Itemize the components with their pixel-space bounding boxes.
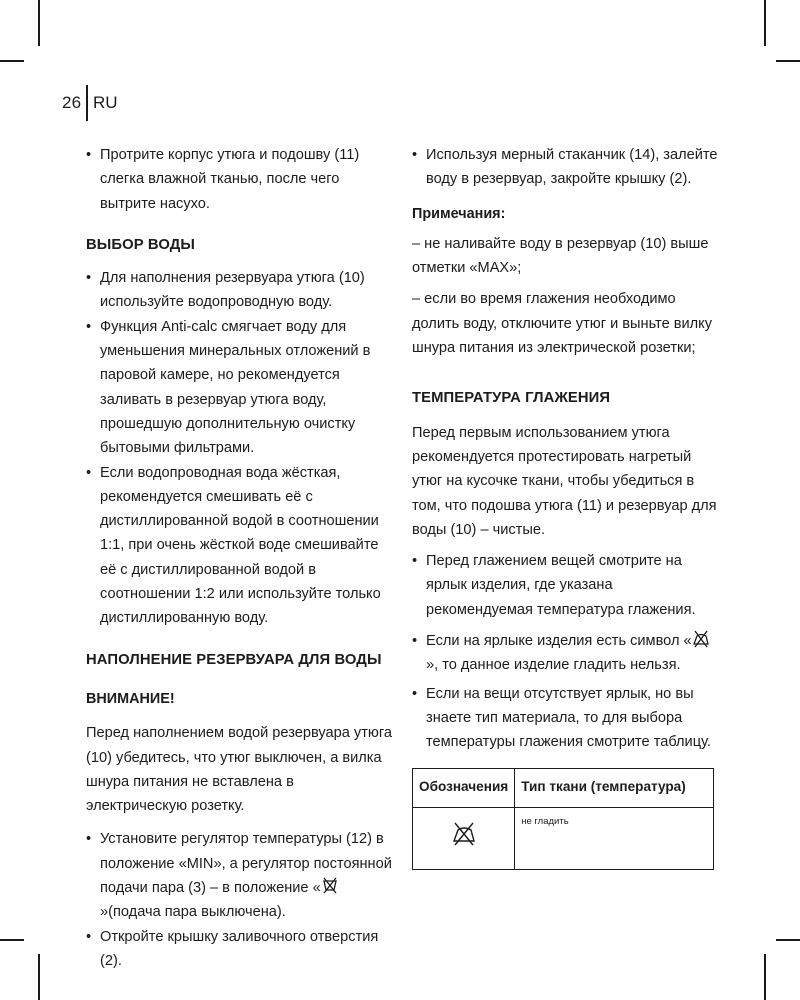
- section-heading-fill: НАПОЛНЕНИЕ РЕЗЕРВУАРА ДЛЯ ВОДЫ: [86, 651, 382, 668]
- paragraph: Перед первым использованием утюга рекомендуется протестировать нагретый утюг на кусочке ткани, чтобы убедиться в том, что подошва утюга (11) и резервуар для воды (10) – чистые.: [412, 424, 717, 538]
- crop-mark: [764, 954, 766, 1000]
- list-item-text: »(подача пара выключена).: [100, 904, 286, 921]
- page-number: 26: [62, 93, 82, 112]
- attention-heading: ВНИМАНИЕ!: [86, 690, 175, 707]
- list-item: [412, 629, 720, 678]
- table-row: [413, 807, 714, 869]
- crop-mark: [38, 954, 40, 1000]
- crop-mark: [0, 939, 24, 941]
- right-column: [412, 143, 720, 870]
- list-item: [86, 827, 392, 924]
- list-item: • Если водопроводная вода жёсткая, рекомендуется смешивать её с дистиллированной водой в соотношении 1:1, при очень жёсткой воде смешивайте её с дистиллированной водой в соотношении 1:2 или используйте только дистиллированную воду.: [86, 461, 392, 631]
- crop-mark: [38, 0, 40, 46]
- steam-off-icon: [321, 877, 339, 895]
- do-not-iron-icon: [451, 821, 477, 847]
- notes-title: Примечания:: [412, 205, 506, 222]
- crop-mark: [764, 0, 766, 46]
- table-header-row: [413, 768, 714, 807]
- paragraph: Перед наполнением водой резервуара утюга (10) убедитесь, что утюг выключен, а вилка шнура питания не вставлена в электрическую розетку.: [86, 725, 392, 815]
- ironing-table: [412, 768, 714, 870]
- note: – если во время глажения необходимо долить воду, отключите утюг и выньте вилку шнура питания из электрической розетки;: [412, 291, 713, 357]
- crop-mark: [0, 60, 24, 62]
- do-not-iron-icon: [692, 630, 710, 648]
- header-divider: [86, 85, 88, 121]
- section-heading-water: ВЫБОР ВОДЫ: [86, 236, 195, 253]
- list-item: • Для наполнения резервуара утюга (10) используйте водопроводную воду.: [86, 266, 392, 315]
- list-item: • Используя мерный стаканчик (14), залейте воду в резервуар, закройте крышку (2).: [412, 143, 720, 192]
- section-heading-temperature: ТЕМПЕРАТУРА ГЛАЖЕНИЯ: [412, 390, 611, 407]
- list-item-text: », то данное изделие гладить нельзя.: [426, 657, 681, 674]
- crop-mark: [776, 60, 800, 62]
- list-item: • Протрите корпус утюга и подошву (11) слегка влажной тканью, после чего вытрите насухо.: [86, 143, 392, 216]
- table-cell-description: не гладить: [515, 807, 714, 869]
- list-item-text: Установите регулятор температуры (12) в положение «MIN», а регулятор постоянной подачи пара (3) – в положение «: [100, 831, 392, 897]
- table-header: Тип ткани (температура): [515, 768, 714, 807]
- table-cell-symbol: [413, 807, 515, 869]
- list-item: • Функция Anti-calc смягчает воду для уменьшения минеральных отложений в паровой камере, но рекомендуется заливать в резервуар утюга воду, прошедшую дополнительную очистку бытовыми фильтрами.: [86, 315, 392, 461]
- list-item: • Откройте крышку заливочного отверстия (2).: [86, 925, 392, 974]
- list-item: • Перед глажением вещей смотрите на ярлык изделия, где указана рекомендуемая температура глажения.: [412, 549, 720, 622]
- crop-mark: [776, 939, 800, 941]
- note: – не наливайте воду в резервуар (10) выше отметки «MAX»;: [412, 235, 709, 277]
- language-label: RU: [93, 93, 118, 112]
- table-header: Обозначения: [413, 768, 515, 807]
- list-item-text: Если на ярлыке изделия есть символ «: [426, 633, 692, 650]
- left-column: [86, 143, 392, 973]
- list-item: • Если на вещи отсутствует ярлык, но вы знаете тип материала, то для выбора температуры глажения смотрите таблицу.: [412, 682, 720, 755]
